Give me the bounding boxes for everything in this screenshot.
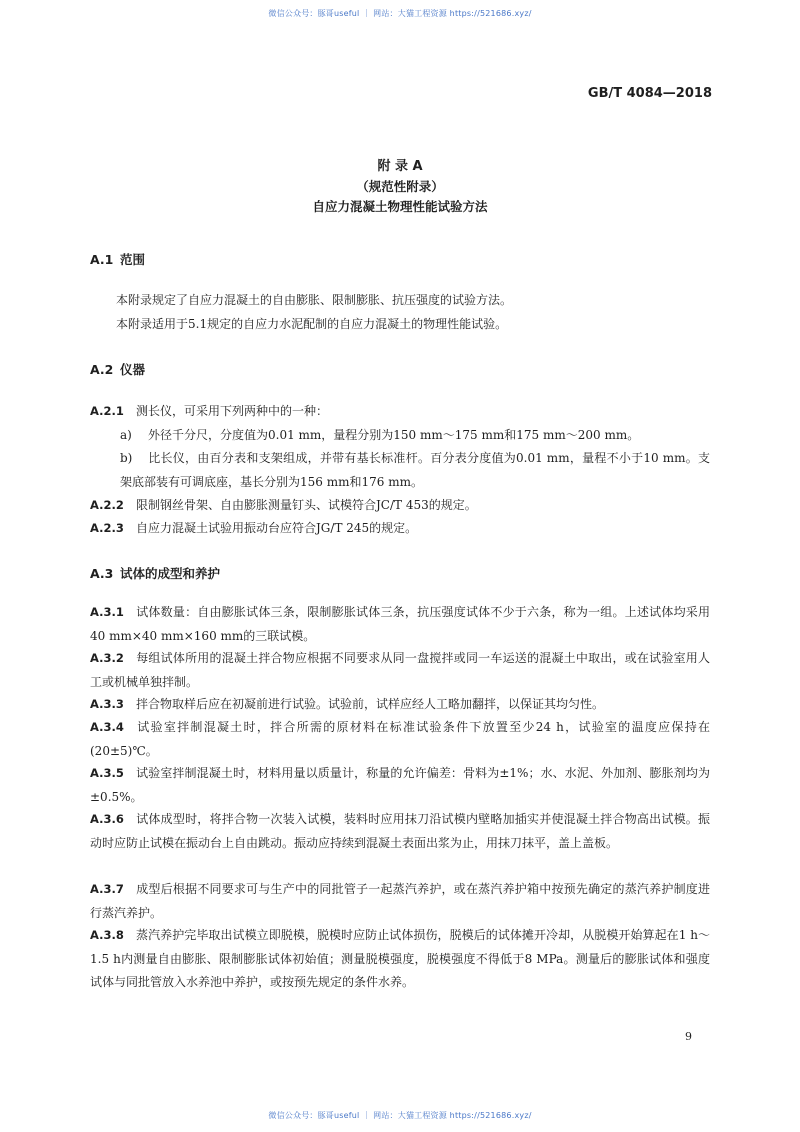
- clause-text: 自应力混凝土试验用振动台应符合JG/T 245的规定。: [136, 521, 418, 535]
- watermark-top: 微信公众号：豚哥useful ｜ 网站：大猫工程资源 https://521686.xyz/: [268, 9, 532, 18]
- section-title: 试体的成型和养护: [120, 566, 221, 581]
- list-label: a): [120, 428, 132, 442]
- clause-number: A.3.8: [90, 928, 124, 942]
- clause-text: 限制钢丝骨架、自由膨胀测量钉头、试模符合JC/T 453的规定。: [136, 498, 477, 512]
- clause-a21: [90, 400, 710, 424]
- section-heading-a2: [90, 360, 145, 378]
- clause-number: A.2.3: [90, 521, 124, 535]
- paragraph-a1-2: 本附录适用于5.1规定的自应力水泥配制的自应力混凝土的物理性能试验。: [116, 317, 508, 331]
- appendix-name: 自应力混凝土物理性能试验方法: [312, 199, 488, 214]
- clause-a36: [90, 808, 710, 855]
- list-item-a: [120, 424, 710, 448]
- clause-a37: [90, 878, 710, 925]
- clause-text: 试体数量：自由膨胀试体三条，限制膨胀试体三条，抗压强度试体不少于六条，称为一组。上述试体均采用40 mm×40 mm×160 mm的三联试模。: [90, 605, 710, 643]
- clause-number: A.3.7: [90, 882, 124, 896]
- clause-text: 每组试体所用的混凝土拌合物应根据不同要求从同一盘搅拌或同一车运送的混凝土中取出，或在试验室用人工或机械单独拌制。: [90, 651, 710, 689]
- clause-a35: [90, 762, 710, 809]
- clause-a31: [90, 601, 710, 648]
- section-number: A.2: [90, 362, 114, 377]
- list-item-b: [120, 447, 710, 494]
- clause-a22: [90, 494, 710, 518]
- watermark-bottom: 微信公众号：豚哥useful ｜ 网站：大猫工程资源 https://521686.xyz/: [268, 1111, 532, 1120]
- section-heading-a1: [90, 250, 145, 268]
- clause-text: 试验室拌制混凝土时，材料用量以质量计，称量的允许偏差：骨料为±1%；水、水泥、外加剂、膨胀剂均为±0.5%。: [90, 766, 710, 804]
- clause-a23: [90, 517, 710, 541]
- appendix-title: 附 录 A: [377, 159, 423, 174]
- clause-text: 测长仪，可采用下列两种中的一种：: [136, 404, 329, 418]
- section-title: 仪器: [120, 362, 146, 377]
- clause-a32: [90, 647, 710, 694]
- section-title: 范围: [120, 252, 146, 267]
- standard-code: GB/T 4084—2018: [587, 86, 712, 101]
- section-heading-a3: [90, 564, 220, 582]
- clause-a33: [90, 693, 710, 717]
- clause-a38: [90, 924, 710, 995]
- list-text: 比长仪，由百分表和支架组成，并带有基长标准杆。百分表分度值为0.01 mm，量程不小于10 mm。支架底部装有可调底座，基长分别为156 mm和176 mm。: [120, 451, 710, 489]
- clause-text: 蒸汽养护完毕取出试模立即脱模，脱模时应防止试体损伤，脱模后的试体摊开冷却，从脱模开始算起在1 h～1.5 h内测量自由膨胀、限制膨胀试体初始值；测量脱模强度，脱模强度不得低于8 MPa。测量后的膨胀试体和强度试体与同批管放入水养池中养护，或按预先规定的条件水养。: [90, 928, 710, 989]
- section-number: A.1: [90, 252, 114, 267]
- clause-text: 成型后根据不同要求可与生产中的同批管子一起蒸汽养护，或在蒸汽养护箱中按预先确定的蒸汽养护制度进行蒸汽养护。: [90, 882, 710, 920]
- paragraph-a1-1: 本附录规定了自应力混凝土的自由膨胀、限制膨胀、抗压强度的试验方法。: [116, 293, 513, 307]
- list-text: 外径千分尺，分度值为0.01 mm，量程分别为150 mm～175 mm和175 mm～200 mm。: [148, 428, 640, 442]
- clause-text: 拌合物取样后应在初凝前进行试验。试验前，试样应经人工略加翻拌，以保证其均匀性。: [136, 697, 605, 711]
- clause-number: A.3.1: [90, 605, 124, 619]
- clause-number: A.3.2: [90, 651, 124, 665]
- page-number: 9: [685, 1030, 692, 1043]
- clause-text: 试验室拌制混凝土时，拌合所需的原材料在标准试验条件下放置至少24 h，试验室的温度应保持在(20±5)℃。: [90, 720, 710, 758]
- clause-number: A.3.3: [90, 697, 124, 711]
- clause-number: A.2.1: [90, 404, 124, 418]
- clause-text: 试体成型时，将拌合物一次装入试模，装料时应用抹刀沿试模内壁略加插实并使混凝土拌合物高出试模。振动时应防止试模在振动台上自由跳动。振动应持续到混凝土表面出浆为止，用抹刀抹平，盖上盖板。: [90, 812, 710, 850]
- appendix-type: （规范性附录）: [356, 179, 444, 194]
- list-label: b): [120, 451, 133, 465]
- clause-number: A.3.4: [90, 720, 124, 734]
- clause-number: A.3.6: [90, 812, 124, 826]
- clause-a34: [90, 716, 710, 763]
- clause-number: A.2.2: [90, 498, 124, 512]
- section-number: A.3: [90, 566, 114, 581]
- clause-number: A.3.5: [90, 766, 124, 780]
